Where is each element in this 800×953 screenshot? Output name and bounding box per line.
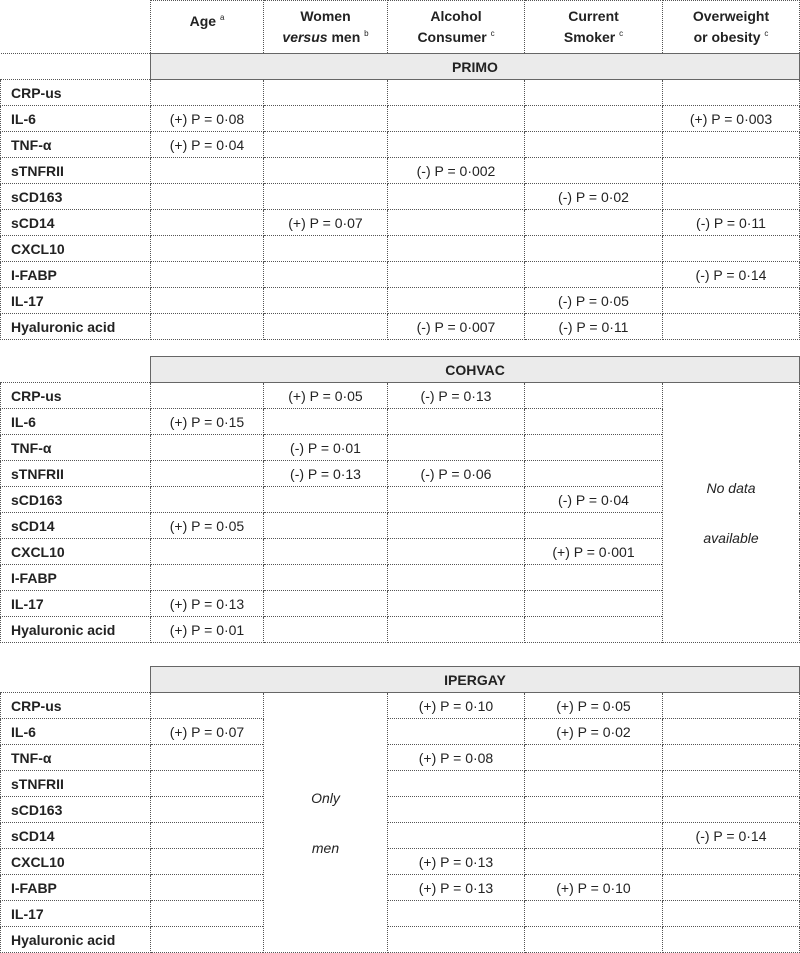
value-cell bbox=[525, 849, 663, 875]
marker-label: IL-6 bbox=[1, 106, 151, 132]
table-row bbox=[1, 901, 800, 927]
value-cell bbox=[525, 262, 663, 288]
marker-label: sCD14 bbox=[1, 823, 151, 849]
value-cell bbox=[388, 617, 525, 643]
marker-label: sCD163 bbox=[1, 184, 151, 210]
value-cell bbox=[525, 158, 663, 184]
value-cell bbox=[663, 132, 800, 158]
value-cell bbox=[151, 80, 264, 106]
table-row bbox=[1, 771, 800, 797]
value-cell bbox=[151, 565, 264, 591]
value-cell bbox=[388, 797, 525, 823]
value-cell bbox=[151, 236, 264, 262]
value-cell bbox=[525, 435, 663, 461]
value-cell bbox=[388, 262, 525, 288]
column-header-row bbox=[1, 1, 800, 54]
value-cell bbox=[388, 901, 525, 927]
value-cell: (-) P = 0·05 bbox=[525, 288, 663, 314]
no-data-note bbox=[663, 383, 800, 643]
value-cell bbox=[264, 106, 388, 132]
column-header-smoker: Current Smoker $^c$ bbox=[525, 1, 663, 54]
value-cell bbox=[388, 184, 525, 210]
marker-label: TNF-α bbox=[1, 745, 151, 771]
only-men-note bbox=[264, 693, 388, 953]
marker-label: sTNFRII bbox=[1, 771, 151, 797]
marker-label: sCD163 bbox=[1, 797, 151, 823]
value-cell bbox=[663, 693, 800, 719]
table-row bbox=[1, 719, 800, 745]
value-cell bbox=[525, 80, 663, 106]
value-cell bbox=[663, 745, 800, 771]
marker-label: Hyaluronic acid bbox=[1, 314, 151, 340]
value-cell bbox=[525, 383, 663, 409]
table-row bbox=[1, 745, 800, 771]
no-data-note-line1: No data bbox=[706, 479, 756, 496]
value-cell: (-) P = 0·13 bbox=[264, 461, 388, 487]
value-cell: (+) P = 0·01 bbox=[151, 617, 264, 643]
value-cell bbox=[151, 262, 264, 288]
value-cell: (+) P = 0·08 bbox=[388, 745, 525, 771]
marker-label: sCD14 bbox=[1, 210, 151, 236]
value-cell bbox=[151, 461, 264, 487]
value-cell bbox=[525, 591, 663, 617]
study-title-cohvac: COHVAC bbox=[151, 357, 800, 383]
value-cell bbox=[388, 288, 525, 314]
value-cell bbox=[264, 158, 388, 184]
marker-label: TNF-α bbox=[1, 435, 151, 461]
value-cell: (+) P = 0·07 bbox=[151, 719, 264, 745]
value-cell: (+) P = 0·003 bbox=[663, 106, 800, 132]
value-cell bbox=[151, 797, 264, 823]
value-cell bbox=[264, 80, 388, 106]
value-cell bbox=[151, 435, 264, 461]
column-header-age: Age $^a$ bbox=[151, 1, 264, 54]
value-cell: (-) P = 0·11 bbox=[663, 210, 800, 236]
marker-label: IL-17 bbox=[1, 591, 151, 617]
value-cell bbox=[151, 927, 264, 953]
value-cell bbox=[264, 314, 388, 340]
value-cell bbox=[151, 771, 264, 797]
marker-label: IL-17 bbox=[1, 901, 151, 927]
value-cell: (-) P = 0·002 bbox=[388, 158, 525, 184]
value-cell bbox=[663, 288, 800, 314]
value-cell bbox=[388, 823, 525, 849]
marker-label: Hyaluronic acid bbox=[1, 927, 151, 953]
value-cell bbox=[525, 565, 663, 591]
value-cell bbox=[388, 927, 525, 953]
value-cell bbox=[388, 435, 525, 461]
marker-label: I-FABP bbox=[1, 565, 151, 591]
value-cell: (+) P = 0·05 bbox=[151, 513, 264, 539]
value-cell bbox=[264, 236, 388, 262]
marker-label: CRP-us bbox=[1, 383, 151, 409]
value-cell: (+) P = 0·13 bbox=[388, 849, 525, 875]
value-cell: (+) P = 0·02 bbox=[525, 719, 663, 745]
value-cell: (+) P = 0·001 bbox=[525, 539, 663, 565]
value-cell: (+) P = 0·13 bbox=[388, 875, 525, 901]
value-cell bbox=[525, 132, 663, 158]
value-cell bbox=[388, 106, 525, 132]
value-cell bbox=[264, 591, 388, 617]
table-row bbox=[1, 184, 800, 210]
marker-label: IL-6 bbox=[1, 719, 151, 745]
value-cell bbox=[151, 184, 264, 210]
table-row bbox=[1, 797, 800, 823]
value-cell: (-) P = 0·14 bbox=[663, 262, 800, 288]
value-cell bbox=[388, 591, 525, 617]
value-cell bbox=[151, 487, 264, 513]
table-row bbox=[1, 875, 800, 901]
marker-label: CRP-us bbox=[1, 693, 151, 719]
marker-label: CXCL10 bbox=[1, 849, 151, 875]
value-cell bbox=[663, 901, 800, 927]
value-cell: (+) P = 0·05 bbox=[264, 383, 388, 409]
value-cell bbox=[388, 80, 525, 106]
value-cell bbox=[151, 745, 264, 771]
value-cell bbox=[151, 875, 264, 901]
study-title-primo: PRIMO bbox=[151, 54, 800, 80]
value-cell bbox=[388, 210, 525, 236]
value-cell bbox=[151, 383, 264, 409]
value-cell bbox=[525, 823, 663, 849]
table-row bbox=[1, 132, 800, 158]
table-row bbox=[1, 314, 800, 340]
table-row bbox=[1, 262, 800, 288]
value-cell: (-) P = 0·11 bbox=[525, 314, 663, 340]
value-cell bbox=[264, 288, 388, 314]
value-cell: (-) P = 0·04 bbox=[525, 487, 663, 513]
value-cell: (+) P = 0·08 bbox=[151, 106, 264, 132]
value-cell bbox=[663, 771, 800, 797]
value-cell: (-) P = 0·06 bbox=[388, 461, 525, 487]
value-cell bbox=[264, 262, 388, 288]
value-cell bbox=[525, 927, 663, 953]
value-cell: (+) P = 0·05 bbox=[525, 693, 663, 719]
value-cell bbox=[525, 617, 663, 643]
only-men-note-line1: Only bbox=[311, 789, 340, 806]
value-cell bbox=[264, 539, 388, 565]
value-cell bbox=[388, 539, 525, 565]
value-cell bbox=[151, 901, 264, 927]
value-cell: (+) P = 0·15 bbox=[151, 409, 264, 435]
value-cell bbox=[264, 487, 388, 513]
table-row bbox=[1, 236, 800, 262]
marker-label: CRP-us bbox=[1, 80, 151, 106]
value-cell bbox=[151, 539, 264, 565]
value-cell: (+) P = 0·10 bbox=[388, 693, 525, 719]
value-cell bbox=[388, 132, 525, 158]
study-title-ipergay: IPERGAY bbox=[151, 667, 800, 693]
value-cell bbox=[151, 693, 264, 719]
marker-label: TNF-α bbox=[1, 132, 151, 158]
value-cell bbox=[264, 565, 388, 591]
no-data-note-line2: available bbox=[703, 529, 759, 546]
value-cell bbox=[151, 158, 264, 184]
table-row bbox=[1, 288, 800, 314]
table-row bbox=[1, 693, 800, 719]
cohvac-table bbox=[0, 356, 800, 643]
value-cell bbox=[388, 513, 525, 539]
value-cell bbox=[525, 106, 663, 132]
marker-label: CXCL10 bbox=[1, 539, 151, 565]
value-cell bbox=[151, 314, 264, 340]
value-cell bbox=[151, 288, 264, 314]
table-row bbox=[1, 383, 800, 409]
marker-label: Hyaluronic acid bbox=[1, 617, 151, 643]
value-cell bbox=[663, 719, 800, 745]
value-cell bbox=[151, 849, 264, 875]
value-cell bbox=[663, 184, 800, 210]
table-row bbox=[1, 849, 800, 875]
value-cell: (+) P = 0·10 bbox=[525, 875, 663, 901]
value-cell: (-) P = 0·01 bbox=[264, 435, 388, 461]
value-cell bbox=[388, 565, 525, 591]
value-cell: (+) P = 0·04 bbox=[151, 132, 264, 158]
value-cell bbox=[525, 797, 663, 823]
value-cell bbox=[525, 771, 663, 797]
table-row bbox=[1, 927, 800, 953]
value-cell bbox=[663, 80, 800, 106]
value-cell bbox=[525, 461, 663, 487]
column-header-overweight: Overweight or obesity $^c$ bbox=[663, 1, 800, 54]
column-header-sex: Women versus men $^b$ bbox=[264, 1, 388, 54]
value-cell: (-) P = 0·13 bbox=[388, 383, 525, 409]
value-cell bbox=[151, 823, 264, 849]
marker-label: sCD14 bbox=[1, 513, 151, 539]
value-cell bbox=[264, 184, 388, 210]
table-row bbox=[1, 158, 800, 184]
marker-label: IL-6 bbox=[1, 409, 151, 435]
value-cell bbox=[663, 927, 800, 953]
value-cell bbox=[525, 513, 663, 539]
value-cell bbox=[388, 409, 525, 435]
value-cell bbox=[525, 745, 663, 771]
value-cell: (+) P = 0·13 bbox=[151, 591, 264, 617]
value-cell bbox=[388, 487, 525, 513]
value-cell bbox=[264, 132, 388, 158]
corner-cell bbox=[1, 1, 151, 54]
value-cell: (-) P = 0·14 bbox=[663, 823, 800, 849]
value-cell bbox=[388, 771, 525, 797]
marker-label: sTNFRII bbox=[1, 158, 151, 184]
value-cell bbox=[264, 617, 388, 643]
value-cell bbox=[388, 236, 525, 262]
value-cell bbox=[525, 236, 663, 262]
table-row bbox=[1, 106, 800, 132]
marker-label: I-FABP bbox=[1, 262, 151, 288]
value-cell bbox=[663, 875, 800, 901]
marker-label: sTNFRII bbox=[1, 461, 151, 487]
marker-label: I-FABP bbox=[1, 875, 151, 901]
ipergay-table bbox=[0, 666, 800, 953]
value-cell bbox=[151, 210, 264, 236]
value-cell bbox=[525, 409, 663, 435]
primo-table bbox=[0, 0, 800, 340]
value-cell bbox=[663, 797, 800, 823]
value-cell bbox=[663, 236, 800, 262]
table-row bbox=[1, 823, 800, 849]
value-cell bbox=[388, 719, 525, 745]
marker-label: CXCL10 bbox=[1, 236, 151, 262]
marker-label: sCD163 bbox=[1, 487, 151, 513]
column-header-alcohol: Alcohol Consumer $^c$ bbox=[388, 1, 525, 54]
value-cell bbox=[663, 158, 800, 184]
value-cell: (-) P = 0·02 bbox=[525, 184, 663, 210]
value-cell bbox=[525, 210, 663, 236]
value-cell bbox=[663, 849, 800, 875]
value-cell bbox=[264, 513, 388, 539]
marker-label: IL-17 bbox=[1, 288, 151, 314]
value-cell: (-) P = 0·007 bbox=[388, 314, 525, 340]
value-cell: (+) P = 0·07 bbox=[264, 210, 388, 236]
value-cell bbox=[663, 314, 800, 340]
table-row bbox=[1, 210, 800, 236]
table-row bbox=[1, 80, 800, 106]
only-men-note-line2: men bbox=[311, 839, 340, 856]
value-cell bbox=[264, 409, 388, 435]
value-cell bbox=[525, 901, 663, 927]
